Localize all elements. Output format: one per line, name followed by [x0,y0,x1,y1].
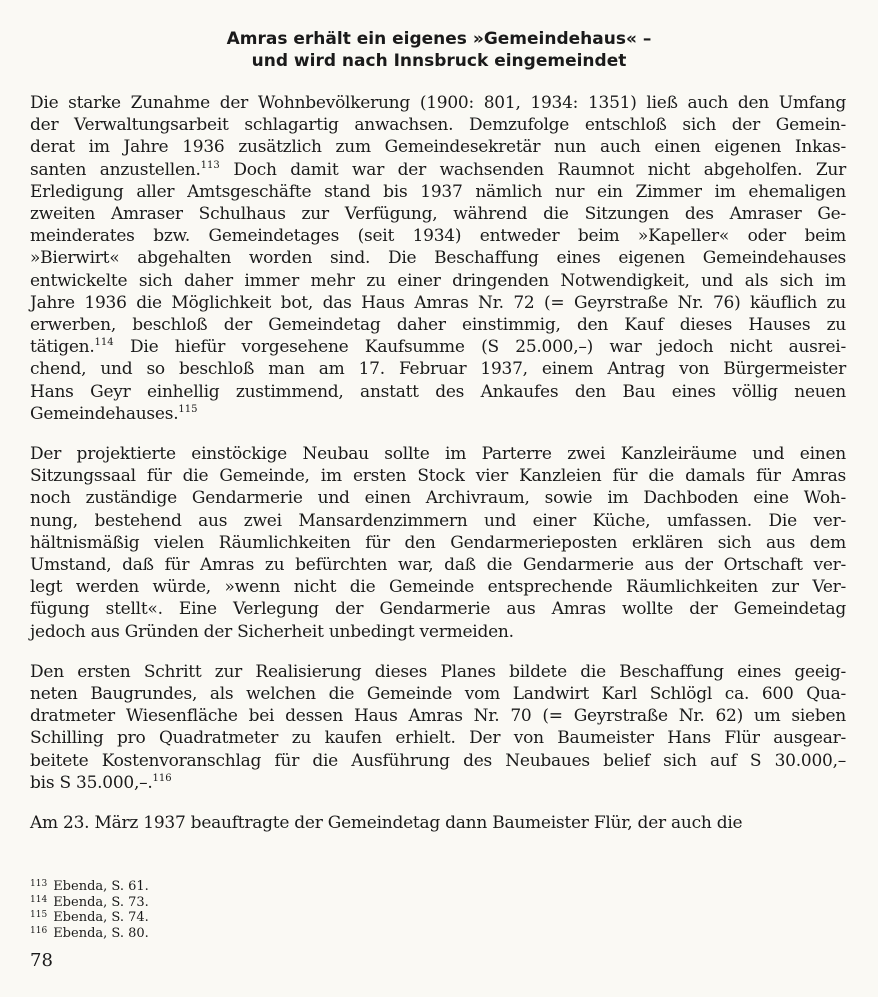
paragraph [30,443,846,643]
paragraph [30,92,846,425]
text-line [30,336,846,358]
text-line [30,727,846,749]
footnote-text: Ebenda, S. 61. [53,879,149,894]
line-text: nung, bestehend aus zwei Mansardenzimmern und einer Küche, umfassen. Die ver- [30,510,846,531]
line-text: bis S 35.000,–. [30,772,153,793]
line-text-continued: Die hiefür vorgesehene Kaufsumme (S 25.000,–) war jedoch nicht ausrei- [113,337,846,358]
text-line [30,358,846,380]
line-text: erwerben, beschloß der Gemeindetag daher einstimmig, den Kauf dieses Hauses zu [30,315,846,336]
line-text: jedoch aus Gründen der Sicherheit unbedingt vermeiden. [30,621,514,642]
line-text: Sitzungssaal für die Gemeinde, im ersten Stock vier Kanzleien für die damals für Amras [30,466,846,487]
footnote-number: 115 [30,910,48,920]
line-text: legt werden würde, »wenn nicht die Gemeinde entsprechende Räumlichkeiten zur Ver- [30,577,846,598]
text-line [30,532,846,554]
text-line [30,114,846,136]
line-text: Die starke Zunahme der Wohnbevölkerung (1900: 801, 1934: 1351) ließ auch den Umfang [30,93,846,113]
line-text: der Verwaltungsarbeit schlagartig anwachsen. Demzufolge entschloß sich der Gemein- [30,115,846,136]
line-text: santen anzustellen. [30,159,201,180]
text-line [30,136,846,158]
text-line [30,225,846,247]
text-line [30,92,846,114]
line-text: fügung stellt«. Eine Verlegung der Gendarmerie aus Amras wollte der Gemeindetag [30,599,846,620]
footnote-reference[interactable]: 116 [152,772,172,784]
line-text: dratmeter Wiesenfläche bei dessen Haus Amras Nr. 70 (= Geyrstraße Nr. 62) um sieben [30,706,846,727]
footnote [30,895,149,911]
footnote-reference[interactable]: 115 [178,403,198,415]
text-line [30,510,846,532]
line-text: zweiten Amraser Schulhaus zur Verfügung, während die Sitzungen des Amraser Ge- [30,204,846,225]
line-text: Hans Geyr einhellig zustimmend, anstatt des Ankaufes den Bau eines völlig neuen [30,381,846,402]
line-text: Erledigung aller Amtsgeschäfte stand bis 1937 nämlich nur ein Zimmer im ehemaligen [30,181,846,202]
page-number: 78 [30,950,53,971]
paragraph [30,812,846,834]
line-text: chend, und so beschloß man am 17. Februar 1937, einem Antrag von Bürgermeister [30,359,846,380]
line-text: neten Baugrundes, als welchen die Gemeinde vom Landwirt Karl Schlögl ca. 600 Qua- [30,684,846,705]
text-line [30,381,846,403]
line-text: »Bierwirt« abgehalten worden sind. Die Beschaffung eines eigenen Gemeindehauses [30,248,846,269]
footnote-number: 116 [30,925,48,936]
footnote-number: 114 [30,894,48,905]
text-line [30,159,846,181]
body-text [30,92,846,852]
footnote [30,926,149,942]
paragraph [30,661,846,794]
line-text: Jahre 1936 die Möglichkeit bot, das Haus Amras Nr. 72 (= Geyrstraße Nr. 76) käuflich zu [30,292,846,313]
line-text-continued: Doch damit war der wachsenden Raumnot nicht abgeholfen. Zur [219,159,846,180]
text-line [30,403,846,425]
line-text: derat im Jahre 1936 zusätzlich zum Gemeindesekretär nun auch einen eigenen Inkas- [30,137,846,158]
text-line [30,465,846,487]
text-line [30,443,846,465]
heading-line-1: Amras erhält ein eigenes »Gemeindehaus« – [226,29,652,49]
text-line [30,661,846,683]
footnote-reference[interactable]: 114 [94,337,114,349]
line-text: Am 23. März 1937 beauftragte der Gemeindetag dann Baumeister Flür, der auch die [30,813,743,834]
footnotes [30,879,149,941]
heading-line-2: und wird nach Innsbruck eingemeindet [251,51,627,71]
line-text: beitete Kostenvoranschlag für die Ausführung des Neubaues belief sich auf S 30.000,– [30,750,846,771]
text-line [30,203,846,225]
line-text: Umstand, daß für Amras zu befürchten war, daß die Gendarmerie aus der Ortschaft ver- [30,555,846,576]
line-text: tätigen. [30,337,95,358]
line-text: meinderates bzw. Gemeindetages (seit 1934) entweder beim »Kapeller« oder beim [30,226,846,247]
line-text: Den ersten Schritt zur Realisierung dieses Planes bildete die Beschaffung eines geeig- [30,661,846,682]
footnote-number: 113 [30,879,48,889]
line-text: noch zuständige Gendarmerie und einen Archivraum, sowie im Dachboden eine Woh- [30,488,846,509]
line-text: entwickelte sich daher immer mehr zu einer dringenden Notwendigkeit, und als sich im [30,270,846,291]
footnote-text: Ebenda, S. 73. [53,894,149,910]
footnote [30,879,149,895]
line-text: Schilling pro Quadratmeter zu kaufen erhielt. Der von Baumeister Hans Flür ausgear- [30,728,846,749]
text-line [30,292,846,314]
text-line [30,598,846,620]
section-heading [0,28,878,72]
text-line [30,576,846,598]
footnote-text: Ebenda, S. 80. [53,925,149,941]
line-text: Der projektierte einstöckige Neubau sollte im Parterre zwei Kanzleiräume und einen [30,444,846,465]
footnote-text: Ebenda, S. 74. [53,910,149,925]
footnote-reference[interactable]: 113 [200,159,220,171]
text-line [30,705,846,727]
text-line [30,247,846,269]
text-line [30,270,846,292]
line-text: hältnismäßig vielen Räumlichkeiten für den Gendarmerieposten erklären sich aus dem [30,532,846,553]
text-line [30,683,846,705]
text-line [30,621,846,643]
line-text: Gemeindehauses. [30,403,179,424]
text-line [30,181,846,203]
text-line [30,487,846,509]
footnote [30,910,149,926]
text-line [30,314,846,336]
text-line [30,554,846,576]
text-line [30,750,846,772]
text-line [30,812,846,834]
text-line [30,772,846,794]
